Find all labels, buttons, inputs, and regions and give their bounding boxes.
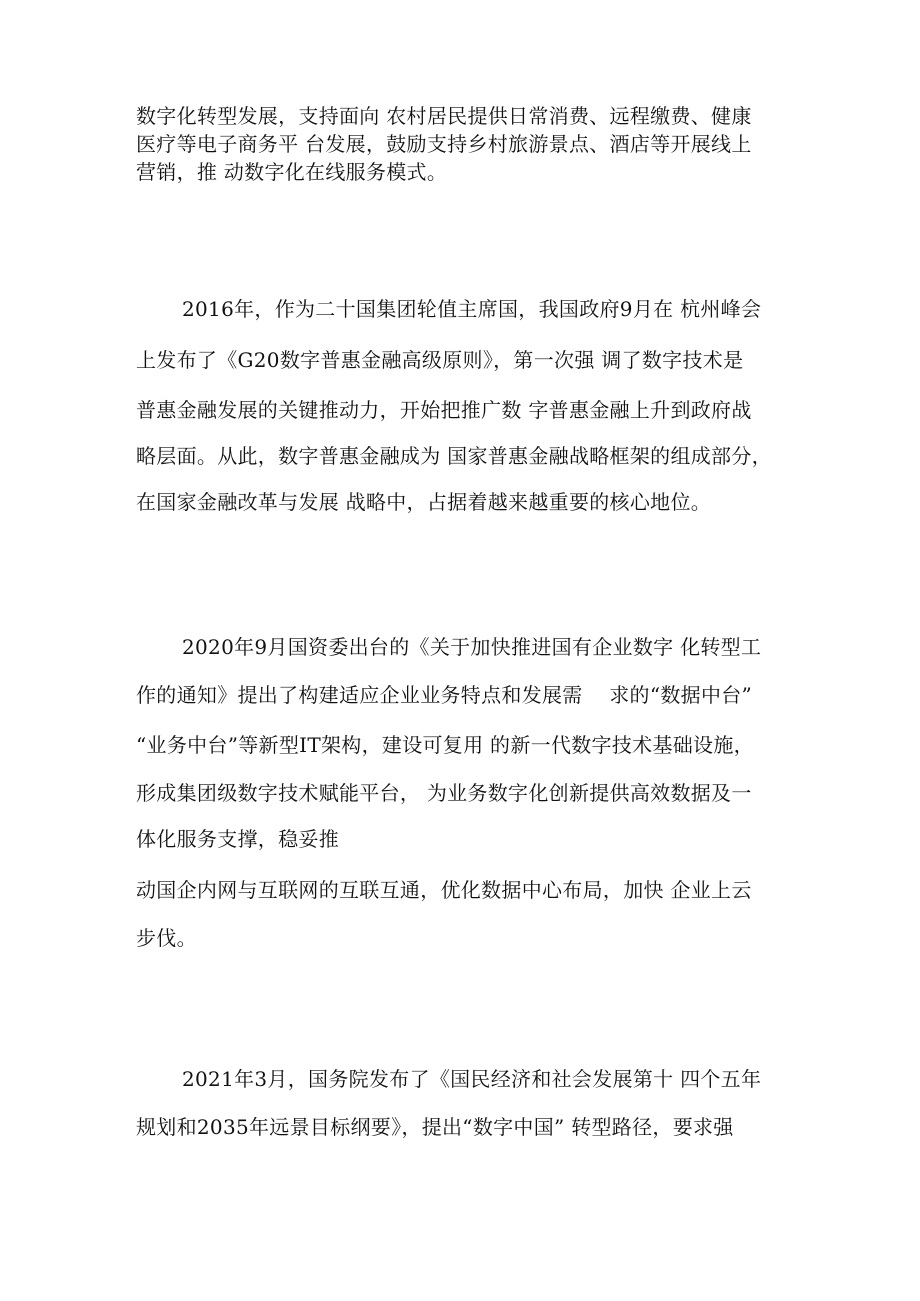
paragraph-4-line-2: 规划和2035年远景目标纲要》，提出“数字中国” 转型路径，要求强	[136, 1115, 734, 1139]
paragraph-1-line-1: 数字化转型发展，支持面向 农村居民提供日常消费、远程缴费、健康	[136, 104, 752, 128]
paragraph-2-line-4: 略层面。从此，数字普惠金融成为 国家普惠金融战略框架的组成部分，	[136, 444, 772, 468]
paragraph-1-line-3: 营销，推 动数字化在线服务模式。	[136, 160, 448, 184]
paragraph-2-line-3: 普惠金融发展的关键推动力，开始把推广数 字普惠金融上升到政府战	[136, 398, 752, 422]
paragraph-3-line-1: 2020年9月国资委出台的《关于加快推进国有企业数字 化转型工	[182, 635, 762, 659]
paragraph-3-line-7: 步伐。	[136, 926, 197, 950]
paragraph-3-line-3: “业务中台”等新型IT架构，建设可复用 的新一代数字技术基础设施，	[136, 733, 754, 757]
paragraph-4-line-1: 2021年3月，国务院发布了《国民经济和社会发展第十 四个五年	[182, 1067, 762, 1091]
paragraph-3-line-5: 体化服务支撑，稳妥推	[136, 827, 339, 851]
paragraph-2-line-1: 2016年，作为二十国集团轮值主席国，我国政府9月在 杭州峰会	[182, 297, 762, 321]
paragraph-2-line-2: 上发布了《G20数字普惠金融高级原则》，第一次强 调了数字技术是	[136, 348, 744, 372]
paragraph-2-line-5: 在国家金融改革与发展 战略中，占据着越来越重要的核心地位。	[136, 490, 712, 514]
paragraph-1-line-2: 医疗等电子商务平 台发展，鼓励支持乡村旅游景点、酒店等开展线上	[136, 132, 752, 156]
paragraph-3-line-6: 动国企内网与互联网的互联互通，优化数据中心布局，加快 企业上云	[136, 878, 752, 902]
paragraph-3-line-2: 作的通知》提出了构建适应企业业务特点和发展需 求的“数据中台”	[136, 683, 753, 707]
paragraph-3-line-4: 形成集团级数字技术赋能平台， 为业务数字化创新提供高效数据及一	[136, 781, 752, 805]
